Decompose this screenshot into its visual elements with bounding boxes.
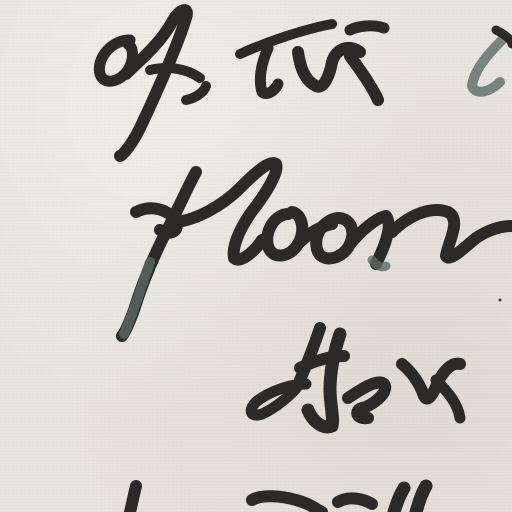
ink-speck [499,299,502,302]
word-its [240,24,512,100]
word-her [251,328,460,427]
word-of [99,10,206,156]
partial-line-bottom [130,486,426,512]
word-floor [122,163,512,336]
